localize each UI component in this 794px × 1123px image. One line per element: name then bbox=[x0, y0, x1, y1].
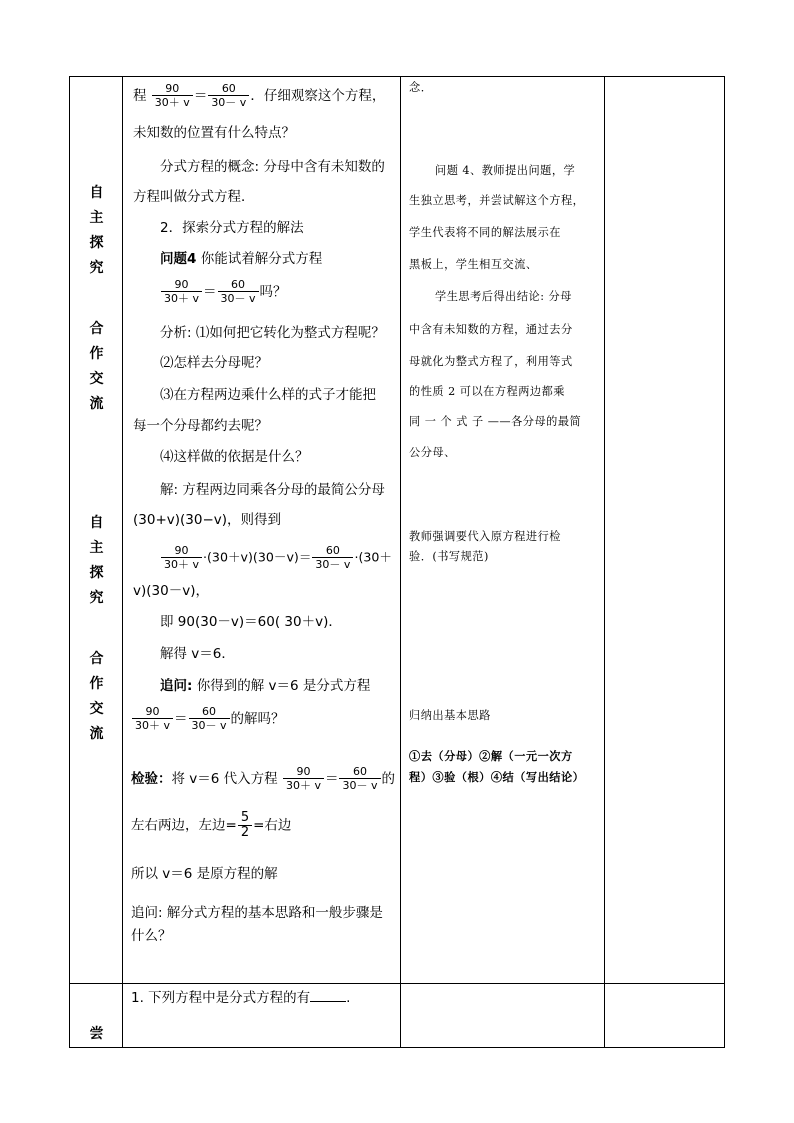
practice-notes-cell bbox=[401, 984, 605, 1048]
content-line-10: ⑶在方程两边乘什么样的式子才能把 bbox=[160, 387, 376, 403]
content-line-15: $\frac{90}{30+ v}$ ·(30＋v)(30－v)＝ $\frac{60}{30- v}$ ·(30＋ bbox=[160, 544, 392, 572]
fraction-60: $\frac{60}{30- v}$ bbox=[339, 765, 380, 793]
stage-label-mid: 自 主 探 究 合 作 交 流 bbox=[89, 515, 104, 742]
note-line-4: 学生代表将不同的解法展示在 bbox=[409, 226, 561, 239]
note-line-9: 的性质 2 可以在方程两边都乘 bbox=[409, 385, 565, 398]
notes-cell bbox=[401, 77, 605, 984]
content-line-24: 追问: 解分式方程的基本思路和一般步骤是 bbox=[131, 905, 383, 921]
fraction-5-2: $\frac{5}{2}$ bbox=[238, 811, 252, 840]
content-line-18: 解得 v＝6． bbox=[160, 646, 235, 662]
stage-label-cell bbox=[70, 77, 123, 984]
note-line-5: 黑板上，学生相互交流、 bbox=[409, 258, 538, 271]
content-line-7: $\frac{90}{30+ v}$ ＝ $\frac{60}{30- v}$ 吗？ bbox=[160, 278, 287, 306]
content-line-9: ⑵怎样去分母呢？ bbox=[160, 355, 268, 371]
note-line-12: 教师强调要代入原方程进行检 bbox=[409, 530, 561, 543]
fraction-60: $\frac{60}{30- v}$ bbox=[189, 705, 230, 733]
fraction-60: $\frac{60}{30- v}$ bbox=[312, 544, 353, 572]
lesson-plan-table bbox=[69, 76, 725, 1048]
content-line-17: 即 90(30－v)＝60( 30＋v)． bbox=[160, 614, 342, 630]
answer-blank[interactable] bbox=[310, 988, 346, 1002]
note-line-6: 学生思考后得出结论: 分母 bbox=[435, 290, 572, 303]
fraction-90: $\frac{90}{30+ v}$ bbox=[152, 82, 193, 110]
content-line-14: (30+v)(30−v)，则得到 bbox=[133, 512, 282, 528]
content-line-3: 分式方程的概念: 分母中含有未知数的 bbox=[160, 159, 385, 175]
fraction-90: $\frac{90}{30+ v}$ bbox=[161, 544, 202, 572]
content-line-6: 问题4 你能试着解分式方程 bbox=[160, 251, 323, 267]
note-line-11: 公分母、 bbox=[409, 446, 456, 459]
practice-label-cell bbox=[70, 984, 123, 1048]
content-line-2: 未知数的位置有什么特点？ bbox=[133, 125, 295, 141]
fraction-60: $\frac{60}{30- v}$ bbox=[208, 82, 249, 110]
note-line-15: ①去（分母）②解（一元一次方 bbox=[409, 749, 573, 763]
note-line-10: 同 一 个 式 子 ——各分母的最简 bbox=[409, 415, 582, 428]
practice-question-1: 1. 下列方程中是分式方程的有 . bbox=[131, 990, 351, 1006]
note-line-7: 中含有未知数的方程，通过去分 bbox=[409, 323, 573, 336]
remarks-cell bbox=[605, 77, 725, 984]
content-line-1: 程 $\frac{90}{30+ v}$ ＝ $\frac{60}{30- v}$ ．仔细观察这个方程， bbox=[133, 82, 386, 109]
note-line-8: 母就化为整式方程了，利用等式 bbox=[409, 355, 573, 368]
content-line-4: 方程叫做分式方程． bbox=[133, 189, 255, 205]
note-line-14: 归纳出基本思路 bbox=[409, 709, 491, 722]
note-line-3: 生独立思考，并尝试解这个方程， bbox=[409, 194, 585, 207]
fraction-90: $\frac{90}{30+ v}$ bbox=[161, 278, 202, 306]
note-line-2: 问题 4、教师提出问题，学 bbox=[435, 164, 576, 177]
content-line-22: 左右两边，左边= $\frac{5}{2}$ =右边 bbox=[131, 810, 292, 840]
note-line-13: 验．(书写规范) bbox=[409, 550, 489, 563]
content-line-19: 追问: 你得到的解 v＝6 是分式方程 bbox=[160, 678, 371, 694]
note-line-16: 程）③验（根）④结（写出结论） bbox=[409, 770, 585, 784]
fraction-90: $\frac{90}{30+ v}$ bbox=[132, 705, 173, 733]
stage-label-top: 自 主 探 究 合 作 交 流 bbox=[89, 185, 104, 412]
practice-remarks-cell bbox=[605, 984, 725, 1048]
content-line-21: 检验：将 v＝6 代入方程 $\frac{90}{30+ v}$ ＝ $\frac{60}{30- v}$ 的 bbox=[131, 765, 395, 792]
fraction-90: $\frac{90}{30+ v}$ bbox=[283, 765, 324, 793]
content-line-23: 所以 v＝6 是原方程的解 bbox=[131, 866, 278, 882]
fraction-60: $\frac{60}{30- v}$ bbox=[218, 278, 259, 306]
practice-content-cell bbox=[123, 984, 401, 1048]
content-line-20: $\frac{90}{30+ v}$ ＝ $\frac{60}{30- v}$ 的解吗？ bbox=[131, 705, 285, 733]
note-line-1: 念． bbox=[409, 81, 433, 94]
content-line-5: 2．探索分式方程的解法 bbox=[160, 220, 304, 236]
content-line-11: 每一个分母都约去呢？ bbox=[133, 418, 268, 434]
content-cell bbox=[123, 77, 401, 984]
content-line-25: 什么？ bbox=[131, 928, 172, 944]
content-line-13: 解: 方程两边同乘各分母的最简公分母 bbox=[160, 482, 385, 498]
content-line-16: v)(30－v)， bbox=[133, 583, 209, 599]
content-line-8: 分析: ⑴如何把它转化为整式方程呢？ bbox=[160, 325, 385, 341]
practice-label: 尝 bbox=[89, 1026, 104, 1042]
content-line-12: ⑷这样做的依据是什么？ bbox=[160, 449, 309, 465]
